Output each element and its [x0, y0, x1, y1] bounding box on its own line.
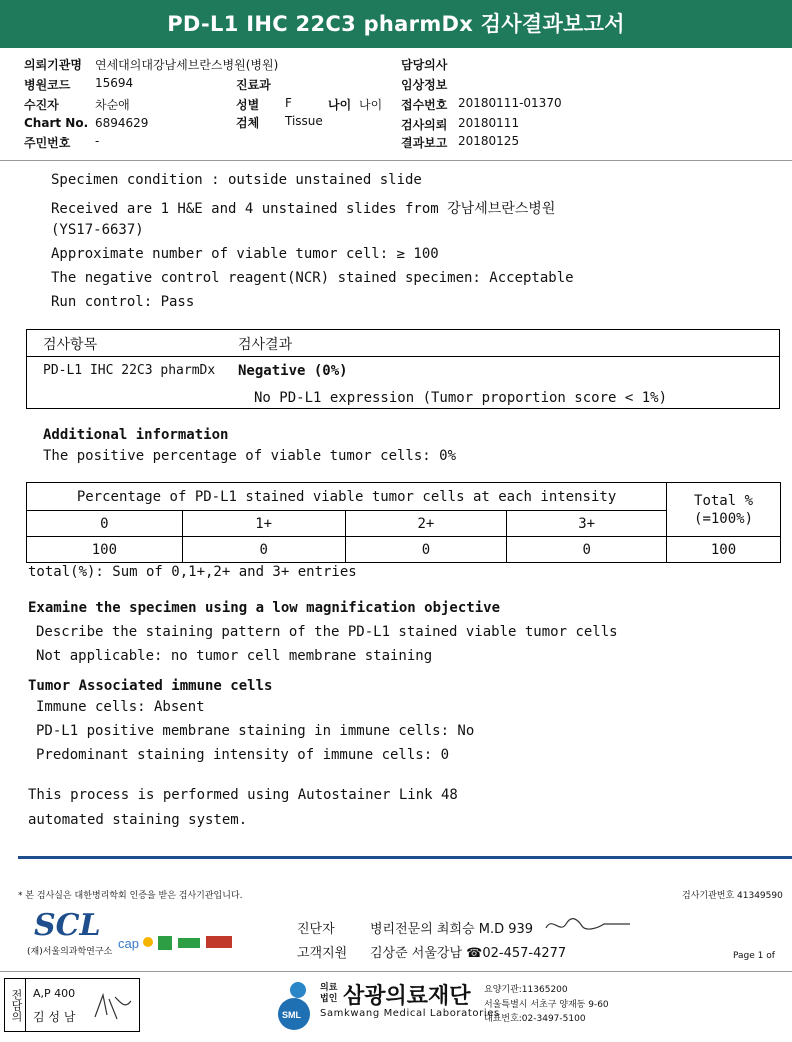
- page-number: Page 1 of: [733, 951, 775, 961]
- sex-label: 성별: [236, 98, 260, 112]
- stamp-name: 김 성 남: [33, 1010, 76, 1024]
- doctor-label: 담당의사: [401, 58, 448, 72]
- immune-line2: PD-L1 positive membrane staining in immune cells: No: [36, 723, 475, 739]
- specimen-condition: Specimen condition : outside unstained slide: [51, 172, 422, 188]
- immune-line3: Predominant staining intensity of immune cells: 0: [36, 747, 450, 763]
- intensity-total: 100: [667, 537, 781, 563]
- cert-note: * 본 검사실은 대한병리학회 인증을 받은 검사기관입니다.: [18, 891, 243, 901]
- immune-line1: Immune cells: Absent: [36, 699, 205, 715]
- specimen-id: (YS17-6637): [51, 222, 144, 238]
- accreditation-logos: [118, 930, 238, 960]
- age-value: 나이: [359, 98, 383, 112]
- sml-address: 서울특별시 서초구 양재동 9-60: [484, 1000, 609, 1010]
- scl-subtitle: (재)서울의과학연구소: [27, 947, 113, 957]
- report-title: PD-L1 IHC 22C3 pharmDx 검사결과보고서: [0, 0, 792, 48]
- additional-heading: Additional information: [43, 427, 229, 443]
- header-divider: [0, 160, 792, 161]
- report-date-value: 20180125: [458, 134, 520, 148]
- intensity-header: Percentage of PD-L1 stained viable tumor cells at each intensity: [27, 483, 667, 511]
- examine-line2: Not applicable: no tumor cell membrane staining: [36, 648, 433, 664]
- sex-value: F: [285, 96, 292, 110]
- specimen-value: Tissue: [285, 114, 323, 128]
- intensity-col-1: 1+: [182, 511, 345, 537]
- report-date-label: 결과보고: [401, 136, 448, 150]
- ncr-status: The negative control reagent(NCR) stained specimen: Acceptable: [51, 270, 574, 286]
- sml-logo-icon: [268, 978, 326, 1032]
- svg-text:cap: cap: [118, 936, 139, 951]
- stamp-signature-icon: [91, 989, 135, 1025]
- specimen-label: 검체: [236, 116, 260, 130]
- hospital-code-value: 15694: [95, 76, 134, 90]
- examine-heading: Examine the specimen using a low magnification objective: [28, 600, 501, 616]
- intensity-col-0: 0: [27, 511, 183, 537]
- result-item: PD-L1 IHC 22C3 pharmDx: [43, 363, 216, 378]
- sml-badge: SML: [282, 1010, 301, 1020]
- viable-tumor-count: Approximate number of viable tumor cell: ≥ 100: [51, 246, 439, 262]
- intensity-col-3: 3+: [507, 511, 667, 537]
- sml-name: 삼광의료재단: [343, 984, 471, 1009]
- resident-no-value: -: [95, 134, 100, 148]
- hospital-value: 연세대의대강남세브란스병원(병원): [95, 58, 279, 72]
- total-header: [667, 483, 781, 537]
- lab-divider: [0, 971, 792, 972]
- signature-icon: [542, 914, 632, 936]
- patient-label: 수진자: [24, 98, 59, 112]
- request-date-value: 20180111: [458, 116, 520, 130]
- chart-no-value: 6894629: [95, 116, 149, 130]
- intensity-val-1: 0: [182, 537, 345, 563]
- total-header-line1: Total %: [694, 492, 754, 509]
- diagnostician-label: 진단자: [297, 922, 335, 937]
- institution-no: 검사기관번호 41349590: [682, 891, 783, 901]
- process-line1: This process is performed using Autostainer Link 48: [28, 787, 458, 803]
- sml-prefix-1: 의료: [320, 983, 338, 993]
- result-value: Negative (0%): [238, 363, 348, 379]
- intensity-footnote: total(%): Sum of 0,1+,2+ and 3+ entries: [28, 564, 357, 580]
- result-note: No PD-L1 expression (Tumor proportion score < 1%): [254, 390, 668, 406]
- result-divider: [27, 356, 779, 357]
- intensity-val-2: 0: [345, 537, 507, 563]
- result-col-item: 검사항목: [43, 337, 98, 353]
- accreditation-icon: [118, 930, 238, 956]
- result-col-result: 검사결과: [238, 337, 293, 353]
- contact-label: 고객지원: [297, 946, 348, 961]
- sml-english: Samkwang Medical Laboratories: [320, 1008, 500, 1019]
- request-date-label: 검사의뢰: [401, 118, 448, 132]
- receipt-no-value: 20180111-01370: [458, 96, 562, 110]
- sml-tel: 대표번호:02-3497-5100: [484, 1014, 586, 1024]
- examine-line1: Describe the staining pattern of the PD-L1 stained viable tumor cells: [36, 624, 618, 640]
- footer-rule: [18, 856, 792, 859]
- patient-value: 차순애: [95, 98, 130, 112]
- contact-value: 김상준 서울강남 ☎02-457-4277: [370, 946, 567, 961]
- pathologist-stamp: [4, 978, 140, 1032]
- hospital-code-label: 병원코드: [24, 78, 71, 92]
- sml-prefix-2: 법인: [320, 994, 338, 1004]
- sml-logo: [268, 978, 326, 1036]
- total-header-line2: (=100%): [694, 510, 754, 527]
- specimen-received: Received are 1 H&E and 4 unstained slides from 강남세브란스병원: [51, 201, 556, 217]
- hospital-label: 의뢰기관명: [24, 58, 82, 72]
- scl-logo: SCL: [34, 908, 101, 943]
- intensity-col-2: 2+: [345, 511, 507, 537]
- run-control: Run control: Pass: [51, 294, 195, 310]
- age-label: 나이: [328, 98, 352, 112]
- intensity-table: [26, 482, 781, 563]
- immune-heading: Tumor Associated immune cells: [28, 678, 273, 694]
- sml-prefix: [320, 983, 337, 1005]
- diagnostician-value: 병리전문의 최희승 M.D 939: [370, 922, 534, 937]
- doctor-signature: [542, 914, 632, 940]
- stamp-code: A,P 400: [33, 987, 76, 1000]
- chart-no-label: Chart No.: [24, 116, 89, 130]
- sml-code: 요양기관:11365200: [484, 985, 568, 995]
- stamp-label: 전담의: [5, 979, 26, 1031]
- additional-text: The positive percentage of viable tumor cells: 0%: [43, 448, 457, 464]
- clinical-info-label: 임상정보: [401, 78, 448, 92]
- receipt-no-label: 접수번호: [401, 98, 448, 112]
- department-label: 진료과: [236, 78, 271, 92]
- resident-no-label: 주민번호: [24, 136, 71, 150]
- intensity-val-3: 0: [507, 537, 667, 563]
- process-line2: automated staining system.: [28, 812, 248, 828]
- intensity-val-0: 100: [27, 537, 183, 563]
